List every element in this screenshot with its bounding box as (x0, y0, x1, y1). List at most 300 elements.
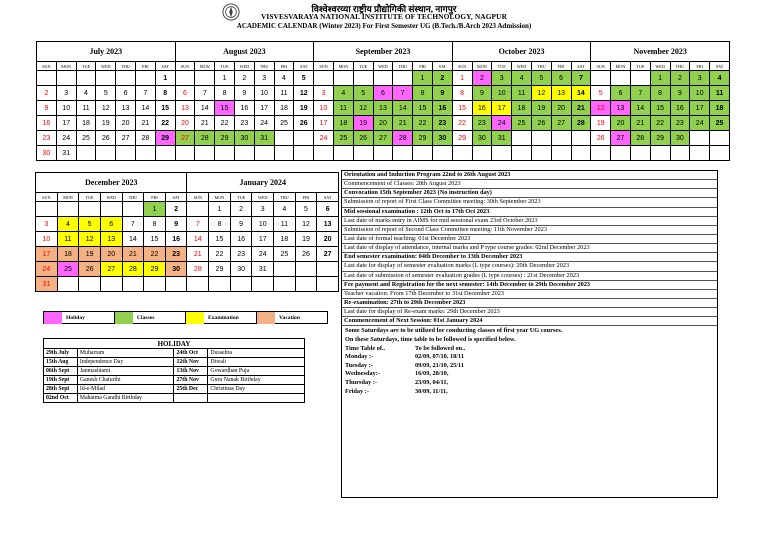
weekday-label: FRI (690, 62, 710, 71)
calendar-day: 24 (254, 116, 274, 131)
calendar-day: 12 (531, 86, 551, 101)
weekday-label: MON (611, 62, 631, 71)
calendar-day (195, 71, 215, 86)
month-title: September 2023 (314, 42, 453, 62)
calendar-day: 12 (591, 101, 611, 116)
calendar-day (195, 146, 215, 161)
calendar-day: 9 (234, 86, 254, 101)
schedule-item: Last date of submission of semester evaluation grades (L type courses) : 21st December 2023 (342, 272, 717, 281)
calendar-day: 16 (165, 232, 187, 247)
calendar-day: 10 (252, 217, 274, 232)
calendar-day (314, 71, 334, 86)
schedule-item: Teacher vacation: From 17th December to 31st December 2023 (342, 290, 717, 299)
weekday-label: MON (472, 62, 492, 71)
holiday-row (44, 394, 305, 403)
calendar-day (670, 146, 690, 161)
calendar-day (353, 71, 373, 86)
calendar-day: 12 (294, 86, 314, 101)
calendar-day: 30 (230, 262, 252, 277)
calendar-day: 28 (122, 262, 144, 277)
calendar-day (36, 202, 58, 217)
calendar-day (274, 262, 296, 277)
calendar-day: 30 (37, 146, 57, 161)
calendar-day: 3 (254, 71, 274, 86)
timetable-dates: 30/09, 11/11, (415, 387, 448, 395)
calendar-day: 16 (432, 101, 452, 116)
calendar-day: 2 (234, 71, 254, 86)
calendar-day: 27 (100, 262, 122, 277)
holiday-row (44, 367, 305, 376)
calendar-day: 14 (393, 101, 413, 116)
calendar-day: 28 (195, 131, 215, 146)
holiday-name: Muharram (77, 349, 174, 358)
calendar-day: 6 (317, 202, 339, 217)
timetable-day: Friday :- (345, 387, 369, 395)
calendar-day (144, 277, 166, 292)
institute-name-hindi: विश्वेश्वरय्या राष्ट्रीय प्रौद्योगिकी संस्थान, नागपुर (311, 4, 457, 14)
calendar-day: 3 (690, 71, 710, 86)
calendar-day: 9 (37, 101, 57, 116)
timetable-day: Wednesday:- (345, 370, 380, 378)
holiday-row (44, 385, 305, 394)
calendar-day: 2 (670, 71, 690, 86)
calendar-day: 21 (630, 116, 650, 131)
calendar-day: 7 (135, 86, 155, 101)
calendar-day: 4 (512, 71, 532, 86)
calendar-day: 1 (209, 202, 231, 217)
calendar-day: 17 (254, 101, 274, 116)
holiday-row (44, 358, 305, 367)
calendar-day: 13 (100, 232, 122, 247)
calendar-day: 18 (512, 101, 532, 116)
calendar-day: 4 (274, 202, 296, 217)
month-title: July 2023 (37, 42, 176, 62)
calendar-day: 13 (551, 86, 571, 101)
weekday-label: THU (274, 193, 296, 202)
calendar-day: 3 (252, 202, 274, 217)
timetable-header-value: To be followed on.. (415, 344, 466, 352)
holiday-date: 13th Nov (174, 367, 208, 376)
calendar-day: 7 (571, 71, 591, 86)
calendar-day: 25 (76, 131, 96, 146)
weekday-label: SUN (314, 62, 334, 71)
weekday-label: MON (57, 193, 79, 202)
schedule-item: Submission of report of Second Class Committee meeting: 11th November 2023 (342, 226, 717, 235)
calendar-day: 16 (37, 116, 57, 131)
holiday-name (208, 394, 305, 403)
calendar-day: 18 (57, 247, 79, 262)
month-title: January 2024 (187, 173, 339, 193)
timetable-day: Monday :- (345, 353, 374, 361)
calendar-day (76, 71, 96, 86)
calendar-day: 1 (452, 71, 472, 86)
calendar-day (274, 146, 294, 161)
calendar-day: 9 (230, 217, 252, 232)
holiday-name: Dussehra (208, 349, 305, 358)
schedule-item: Fee payment and Registration for the next semester: 14th December to 29th December 2023 (342, 281, 717, 290)
calendar-day: 21 (135, 116, 155, 131)
legend-swatch (186, 312, 204, 324)
calendar-day (209, 277, 231, 292)
calendar-day: 19 (353, 116, 373, 131)
calendar-day: 24 (492, 116, 512, 131)
calendar-day: 6 (611, 86, 631, 101)
schedule-item: Submission of report of First Class Committee meeting: 30th September 2023 (342, 198, 717, 207)
calendar-day (122, 277, 144, 292)
calendar-day: 4 (274, 71, 294, 86)
calendar-day: 6 (100, 217, 122, 232)
calendar-day: 6 (373, 86, 393, 101)
calendar-day: 6 (551, 71, 571, 86)
timetable-header-key: Time Table of.. (345, 344, 386, 352)
calendar-day: 8 (144, 217, 166, 232)
calendar-day: 29 (215, 131, 235, 146)
weekday-label: TUE (215, 62, 235, 71)
weekday-label: SUN (175, 62, 195, 71)
calendar-day (333, 71, 353, 86)
calendar-day: 28 (187, 262, 209, 277)
calendar-day (175, 146, 195, 161)
calendar-day: 20 (317, 232, 339, 247)
schedule-item: Orientation and Induction Program 22nd to 26th August 2023 (342, 171, 717, 180)
holiday-date: 27th Nov (174, 376, 208, 385)
calendar-day: 23 (37, 131, 57, 146)
timetable-day: Tuesday :- (345, 361, 373, 369)
calendar-day (295, 262, 317, 277)
legend-item (186, 311, 257, 324)
weekday-label: THU (393, 62, 413, 71)
calendar-day (710, 131, 730, 146)
timetable-dates: 23/09, 04/11, (415, 378, 449, 386)
calendar-day: 12 (295, 217, 317, 232)
schedule-item: Mid sessional examination : 12th Oct to 17th Oct 2023 (342, 208, 717, 217)
calendar-day: 7 (122, 217, 144, 232)
weekday-label: FRI (551, 62, 571, 71)
timetable-row (345, 370, 714, 379)
calendar-day: 23 (234, 116, 254, 131)
calendar-day: 2 (165, 202, 187, 217)
calendar-day: 2 (230, 202, 252, 217)
calendar-jul-nov (36, 41, 730, 161)
weekday-label: MON (195, 62, 215, 71)
calendar-day: 1 (650, 71, 670, 86)
calendar-day: 5 (353, 86, 373, 101)
legend-item (257, 311, 328, 324)
weekday-label: SAT (165, 193, 187, 202)
calendar-day: 25 (57, 262, 79, 277)
calendar-day (611, 71, 631, 86)
calendar-day (591, 71, 611, 86)
calendar-day: 19 (591, 116, 611, 131)
calendar-day (57, 202, 79, 217)
holiday-name: Janmashtami (77, 367, 174, 376)
calendar-day: 6 (175, 86, 195, 101)
holiday-date: 19th Sept (44, 376, 78, 385)
calendar-day: 27 (551, 116, 571, 131)
calendar-day: 8 (650, 86, 670, 101)
calendar-day (37, 71, 57, 86)
calendar-day: 5 (79, 217, 101, 232)
weekday-label: WED (234, 62, 254, 71)
calendar-day: 17 (690, 101, 710, 116)
calendar-day (531, 131, 551, 146)
calendar-day: 19 (295, 232, 317, 247)
calendar-day (100, 277, 122, 292)
calendar-day: 30 (165, 262, 187, 277)
calendar-day: 26 (531, 116, 551, 131)
weekday-label: THU (531, 62, 551, 71)
calendar-day: 2 (37, 86, 57, 101)
calendar-day (611, 146, 631, 161)
holiday-name: Diwali (208, 358, 305, 367)
calendar-day (571, 146, 591, 161)
holiday-row (44, 349, 305, 358)
month-title: November 2023 (591, 42, 730, 62)
calendar-day: 31 (252, 262, 274, 277)
holiday-row (44, 376, 305, 385)
weekday-label: TUE (76, 62, 96, 71)
timetable-dates: 02/09, 07/10, 18/11 (415, 353, 464, 361)
calendar-day (690, 146, 710, 161)
calendar-day: 12 (79, 232, 101, 247)
calendar-day: 12 (353, 101, 373, 116)
calendar-day: 31 (56, 146, 76, 161)
weekday-label: SAT (571, 62, 591, 71)
calendar-day: 19 (294, 101, 314, 116)
calendar-day (274, 131, 294, 146)
calendar-day: 25 (274, 247, 296, 262)
weekday-label: TUE (630, 62, 650, 71)
calendar-day (165, 277, 187, 292)
calendar-day: 13 (373, 101, 393, 116)
color-legend (43, 311, 328, 324)
calendar-day: 25 (710, 116, 730, 131)
weekday-label: SUN (187, 193, 209, 202)
calendar-day: 19 (531, 101, 551, 116)
calendar-day (373, 71, 393, 86)
calendar-day (333, 146, 353, 161)
calendar-day: 18 (274, 101, 294, 116)
weekday-label: SAT (155, 62, 175, 71)
calendar-day (551, 131, 571, 146)
calendar-day (393, 146, 413, 161)
calendar-day (57, 277, 79, 292)
calendar-day: 20 (611, 116, 631, 131)
saturday-note-line2: On these Saturdays, time table to be followed is specified below. (345, 335, 516, 343)
calendar-day: 17 (252, 232, 274, 247)
legend-item (115, 311, 186, 324)
calendar-day (295, 277, 317, 292)
weekday-label: WED (373, 62, 393, 71)
weekday-label: WED (252, 193, 274, 202)
calendar-day (317, 262, 339, 277)
month-title: August 2023 (175, 42, 314, 62)
calendar-day: 30 (432, 131, 452, 146)
calendar-day: 28 (135, 131, 155, 146)
calendar-day: 9 (670, 86, 690, 101)
weekday-label: TUE (230, 193, 252, 202)
calendar-day (187, 202, 209, 217)
calendar-day (155, 146, 175, 161)
weekday-label: FRI (413, 62, 433, 71)
weekday-label: TUE (353, 62, 373, 71)
schedule-item: End semester examination: 04th December to 13th December 2023 (342, 253, 717, 262)
legend-label: Vacation (279, 314, 300, 321)
calendar-day: 20 (100, 247, 122, 262)
calendar-day (531, 146, 551, 161)
calendar-day: 24 (690, 116, 710, 131)
timetable-dates: 16/09, 28/10, (415, 370, 449, 378)
calendar-day: 7 (195, 86, 215, 101)
calendar-day: 19 (79, 247, 101, 262)
calendar-day: 11 (333, 101, 353, 116)
weekday-label: MON (56, 62, 76, 71)
calendar-day: 10 (314, 101, 334, 116)
calendar-day (100, 202, 122, 217)
calendar-day (472, 146, 492, 161)
schedule-item: Last date for display of semester evaluation marks (L type courses): 20th December 2023 (342, 262, 717, 271)
weekday-label: FRI (135, 62, 155, 71)
calendar-day: 30 (234, 131, 254, 146)
calendar-day: 24 (56, 131, 76, 146)
calendar-day: 7 (393, 86, 413, 101)
calendar-day: 16 (472, 101, 492, 116)
calendar-day: 14 (135, 101, 155, 116)
calendar-day (122, 202, 144, 217)
calendar-day: 14 (571, 86, 591, 101)
calendar-day: 26 (591, 131, 611, 146)
calendar-day (353, 146, 373, 161)
timetable-header-row (345, 345, 714, 354)
calendar-day: 3 (56, 86, 76, 101)
timetable-dates: 09/09, 21/10, 25/11 (415, 361, 464, 369)
calendar-day: 8 (209, 217, 231, 232)
calendar-day (135, 146, 155, 161)
schedule-item: Last date of marks entry in AIMS for mid sessional exam 23rd October 2023 (342, 217, 717, 226)
holiday-name: Guru Nanak Birthday (208, 376, 305, 385)
legend-swatch (44, 312, 62, 324)
month-title: December 2023 (36, 173, 187, 193)
holiday-date: 29th July (44, 349, 78, 358)
saturday-note-line1: Some Saturdays are to be utilized for conducting classes of first year UG courses. (345, 327, 563, 335)
calendar-day (175, 71, 195, 86)
timetable-day: Thursday :- (345, 378, 378, 386)
calendar-day: 16 (670, 101, 690, 116)
calendar-day: 26 (295, 247, 317, 262)
calendar-day: 15 (155, 101, 175, 116)
calendar-day (135, 71, 155, 86)
calendar-day: 21 (393, 116, 413, 131)
calendar-day: 5 (591, 86, 611, 101)
calendar-day: 18 (274, 232, 296, 247)
calendar-day: 11 (274, 86, 294, 101)
calendar-day: 25 (333, 131, 353, 146)
calendar-day (393, 71, 413, 86)
calendar-day: 11 (57, 232, 79, 247)
weekday-label: WED (100, 193, 122, 202)
calendar-day (187, 277, 209, 292)
calendar-day: 20 (116, 116, 136, 131)
calendar-day: 7 (187, 217, 209, 232)
calendar-day: 23 (472, 116, 492, 131)
weekday-label: FRI (144, 193, 166, 202)
calendar-day: 24 (252, 247, 274, 262)
calendar-day (294, 146, 314, 161)
weekday-label: WED (512, 62, 532, 71)
calendar-day (432, 146, 452, 161)
calendar-day: 17 (492, 101, 512, 116)
saturday-timetable (342, 326, 717, 397)
calendar-day (452, 146, 472, 161)
calendar-day: 9 (472, 86, 492, 101)
calendar-day: 8 (215, 86, 235, 101)
calendar-day (571, 131, 591, 146)
calendar-day: 31 (492, 131, 512, 146)
calendar-day: 11 (76, 101, 96, 116)
calendar-dec-jan (35, 172, 339, 292)
calendar-day (630, 146, 650, 161)
calendar-day (274, 277, 296, 292)
institute-name-english: VISVESVARAYA NATIONAL INSTITUTE OF TECHNOLOGY, NAGPUR (260, 12, 508, 21)
calendar-day: 1 (155, 71, 175, 86)
calendar-day: 29 (452, 131, 472, 146)
timetable-row (345, 353, 714, 362)
calendar-day: 13 (116, 101, 136, 116)
schedule-item: Convocation 15th September 2023 (No instruction day) (342, 189, 717, 198)
legend-label: Examination (208, 314, 239, 321)
weekday-label: THU (116, 62, 136, 71)
calendar-day (591, 146, 611, 161)
calendar-day: 17 (314, 116, 334, 131)
schedule-notes (341, 170, 718, 498)
calendar-day (76, 146, 96, 161)
calendar-day: 10 (36, 232, 58, 247)
schedule-list (342, 171, 717, 326)
calendar-day: 4 (710, 71, 730, 86)
legend-swatch (115, 312, 133, 324)
calendar-day: 27 (373, 131, 393, 146)
calendar-day: 21 (571, 101, 591, 116)
timetable-row (345, 388, 714, 397)
weekday-label: SUN (452, 62, 472, 71)
calendar-day (710, 146, 730, 161)
calendar-day: 19 (96, 116, 116, 131)
calendar-day: 26 (96, 131, 116, 146)
schedule-item: Commencement of Next Session: 01st January 2024 (342, 317, 717, 326)
calendar-day (373, 146, 393, 161)
calendar-day: 10 (254, 86, 274, 101)
calendar-day: 4 (333, 86, 353, 101)
calendar-day: 8 (413, 86, 433, 101)
calendar-day: 29 (413, 131, 433, 146)
calendar-day: 10 (492, 86, 512, 101)
calendar-day: 21 (187, 247, 209, 262)
holiday-date (174, 394, 208, 403)
calendar-day (96, 71, 116, 86)
calendar-day: 22 (144, 247, 166, 262)
calendar-day (630, 71, 650, 86)
calendar-day: 23 (670, 116, 690, 131)
calendar-day: 26 (79, 262, 101, 277)
calendar-day: 5 (531, 71, 551, 86)
holiday-name: Ganesh Chaturthi (77, 376, 174, 385)
holiday-name: Id-e-Milad (77, 385, 174, 394)
calendar-day: 18 (333, 116, 353, 131)
calendar-day: 5 (96, 86, 116, 101)
calendar-day: 28 (393, 131, 413, 146)
calendar-day: 15 (144, 232, 166, 247)
holiday-name: Independence Day (77, 358, 174, 367)
